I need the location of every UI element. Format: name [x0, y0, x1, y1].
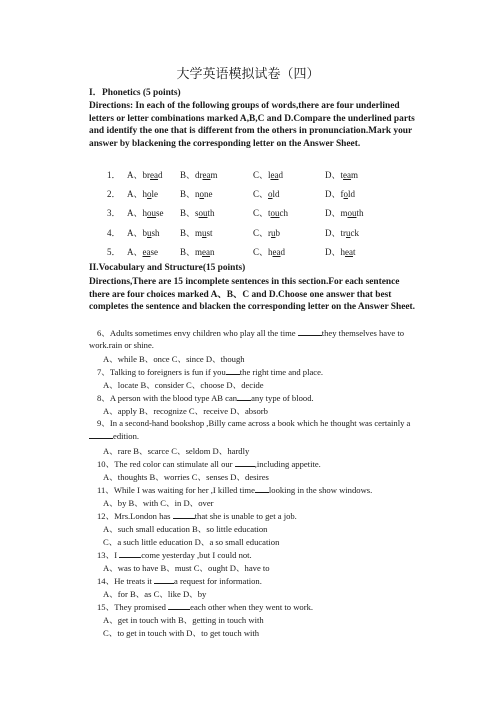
question-text-end: come yesterday ,but I could not.: [141, 550, 252, 560]
answer-options: A、was to have B、must C、ought D、have to: [103, 563, 270, 573]
answer-options: A、by B、with C、in D、over: [103, 498, 214, 508]
answer-options: A、rare B、scarce C、seldom D、hardly: [103, 446, 250, 456]
phonetics-option: B、mean: [180, 247, 215, 257]
phonetics-option: C、lead: [253, 170, 284, 180]
question: [89, 484, 419, 497]
question: [89, 601, 419, 614]
question: [89, 510, 419, 523]
answer-options: A、while B、once C、since D、though: [103, 354, 245, 364]
question-text-end: they themselves have to work.rain or shine.: [89, 328, 405, 350]
question: [89, 575, 419, 588]
phonetics-option: A、ease: [127, 247, 158, 257]
phonetics-option: D、team: [325, 170, 359, 180]
phonetics-option: D、fold: [325, 189, 356, 199]
question: [89, 366, 419, 379]
section2-directions: Directions,There are 15 incomplete sentences in this section.For each sentence there are four choices marked A、B、C and D.Choose one answer that best completes the sentence and blacken the corresponding letter on the Answer Sheet.: [89, 277, 416, 313]
phonetics-option: C、old: [253, 189, 280, 199]
question-text-end: looking in the show windows.: [268, 485, 373, 495]
answer-options: A、get in touch with B、getting in touch with: [103, 615, 264, 625]
item-number: 1．: [107, 170, 121, 180]
answer-blank: [89, 430, 113, 439]
question-text: 8、A person with the blood type AB can: [97, 393, 238, 403]
phonetics-option: D、mouth: [325, 208, 364, 218]
page-title: 大学英语模拟试卷（四）: [176, 66, 320, 81]
question: [89, 458, 419, 471]
question-text: 14、He treats it: [97, 576, 155, 586]
phonetics-option: A、hole: [127, 189, 158, 199]
answer-options: C、a such little education D、a so small education: [103, 537, 280, 547]
answer-options: C、to get in touch with D、to get touch with: [103, 628, 260, 638]
answer-options: A、apply B、recognize C、receive D、absorb: [103, 406, 268, 416]
phonetics-option: D、heat: [325, 247, 356, 257]
question-text: 10、The red color can stimulate all our: [97, 459, 235, 469]
question-text: 9、In a second-hand bookshop ,Billy came across a book which he thought was certainly a: [97, 418, 411, 428]
item-number: 4．: [107, 228, 121, 238]
question-text-end: each other when they went to work.: [190, 602, 314, 612]
answer-blank: [235, 458, 255, 467]
item-number: 3．: [107, 208, 121, 218]
phonetics-option: B、south: [180, 208, 215, 218]
answer-blank: [237, 392, 251, 401]
item-number: 2．: [107, 189, 121, 199]
answer-blank: [298, 327, 322, 336]
answer-options: A、thoughts B、worries C、senses D、desires: [103, 472, 269, 482]
question-text: 13、I: [97, 550, 120, 560]
answer-options: A、locate B、consider C、choose D、decide: [103, 380, 264, 390]
answer-blank: [168, 601, 190, 610]
phonetics-option: A、bush: [127, 228, 160, 238]
question: [89, 327, 419, 352]
answer-blank: [119, 549, 141, 558]
question-text-end: the right time and place.: [239, 367, 324, 377]
phonetics-option: C、head: [253, 247, 286, 257]
question-text: 15、They promised: [97, 602, 169, 612]
phonetics-option: A、bread: [127, 170, 163, 180]
question-text-end: ,including appetite.: [254, 459, 321, 469]
question-text-end: any type of blood.: [251, 393, 314, 403]
answer-options: A、such small education B、so little education: [103, 524, 268, 534]
item-number: 5．: [107, 247, 121, 257]
question-text: 12、Mrs.London has: [97, 511, 173, 521]
question-text-end: that she is unable to get a job.: [194, 511, 297, 521]
question-text-end: a request for information.: [174, 576, 262, 586]
section2-heading: II.Vocabulary and Structure(15 points): [89, 263, 246, 273]
phonetics-option: B、must: [180, 228, 213, 238]
phonetics-option: A、house: [127, 208, 164, 218]
section1-heading: I．Phonetics (5 points): [89, 88, 181, 98]
question-text: 6、Adults sometimes envy children who play all the time: [97, 328, 298, 338]
answer-blank: [154, 575, 174, 584]
phonetics-option: B、none: [180, 189, 213, 199]
answer-options: A、for B、as C、like D、by: [103, 589, 207, 599]
question-text: 11、While I was waiting for her ,I killed time: [97, 485, 255, 495]
phonetics-option: D、truck: [325, 228, 359, 238]
phonetics-option: B、dream: [180, 170, 218, 180]
answer-blank: [226, 366, 240, 375]
section1-directions: Directions: In each of the following groups of words,there are four underlined letters or letter combinations marked A,B,C and D.Compare the underlined parts and identify the one that is different from the others in pronunciation.Mark your answer by blackening the corresponding letter on the Answer Sheet.: [89, 101, 415, 149]
question-text: 7、Talking to foreigners is fun if you: [97, 367, 226, 377]
answer-blank: [173, 510, 195, 519]
answer-blank: [255, 484, 269, 493]
question-text-end: edition.: [113, 430, 140, 441]
phonetics-option: C、touch: [253, 208, 289, 218]
question: [89, 549, 419, 562]
question: [89, 418, 419, 443]
question: [89, 392, 419, 405]
phonetics-option: C、rub: [253, 228, 281, 238]
